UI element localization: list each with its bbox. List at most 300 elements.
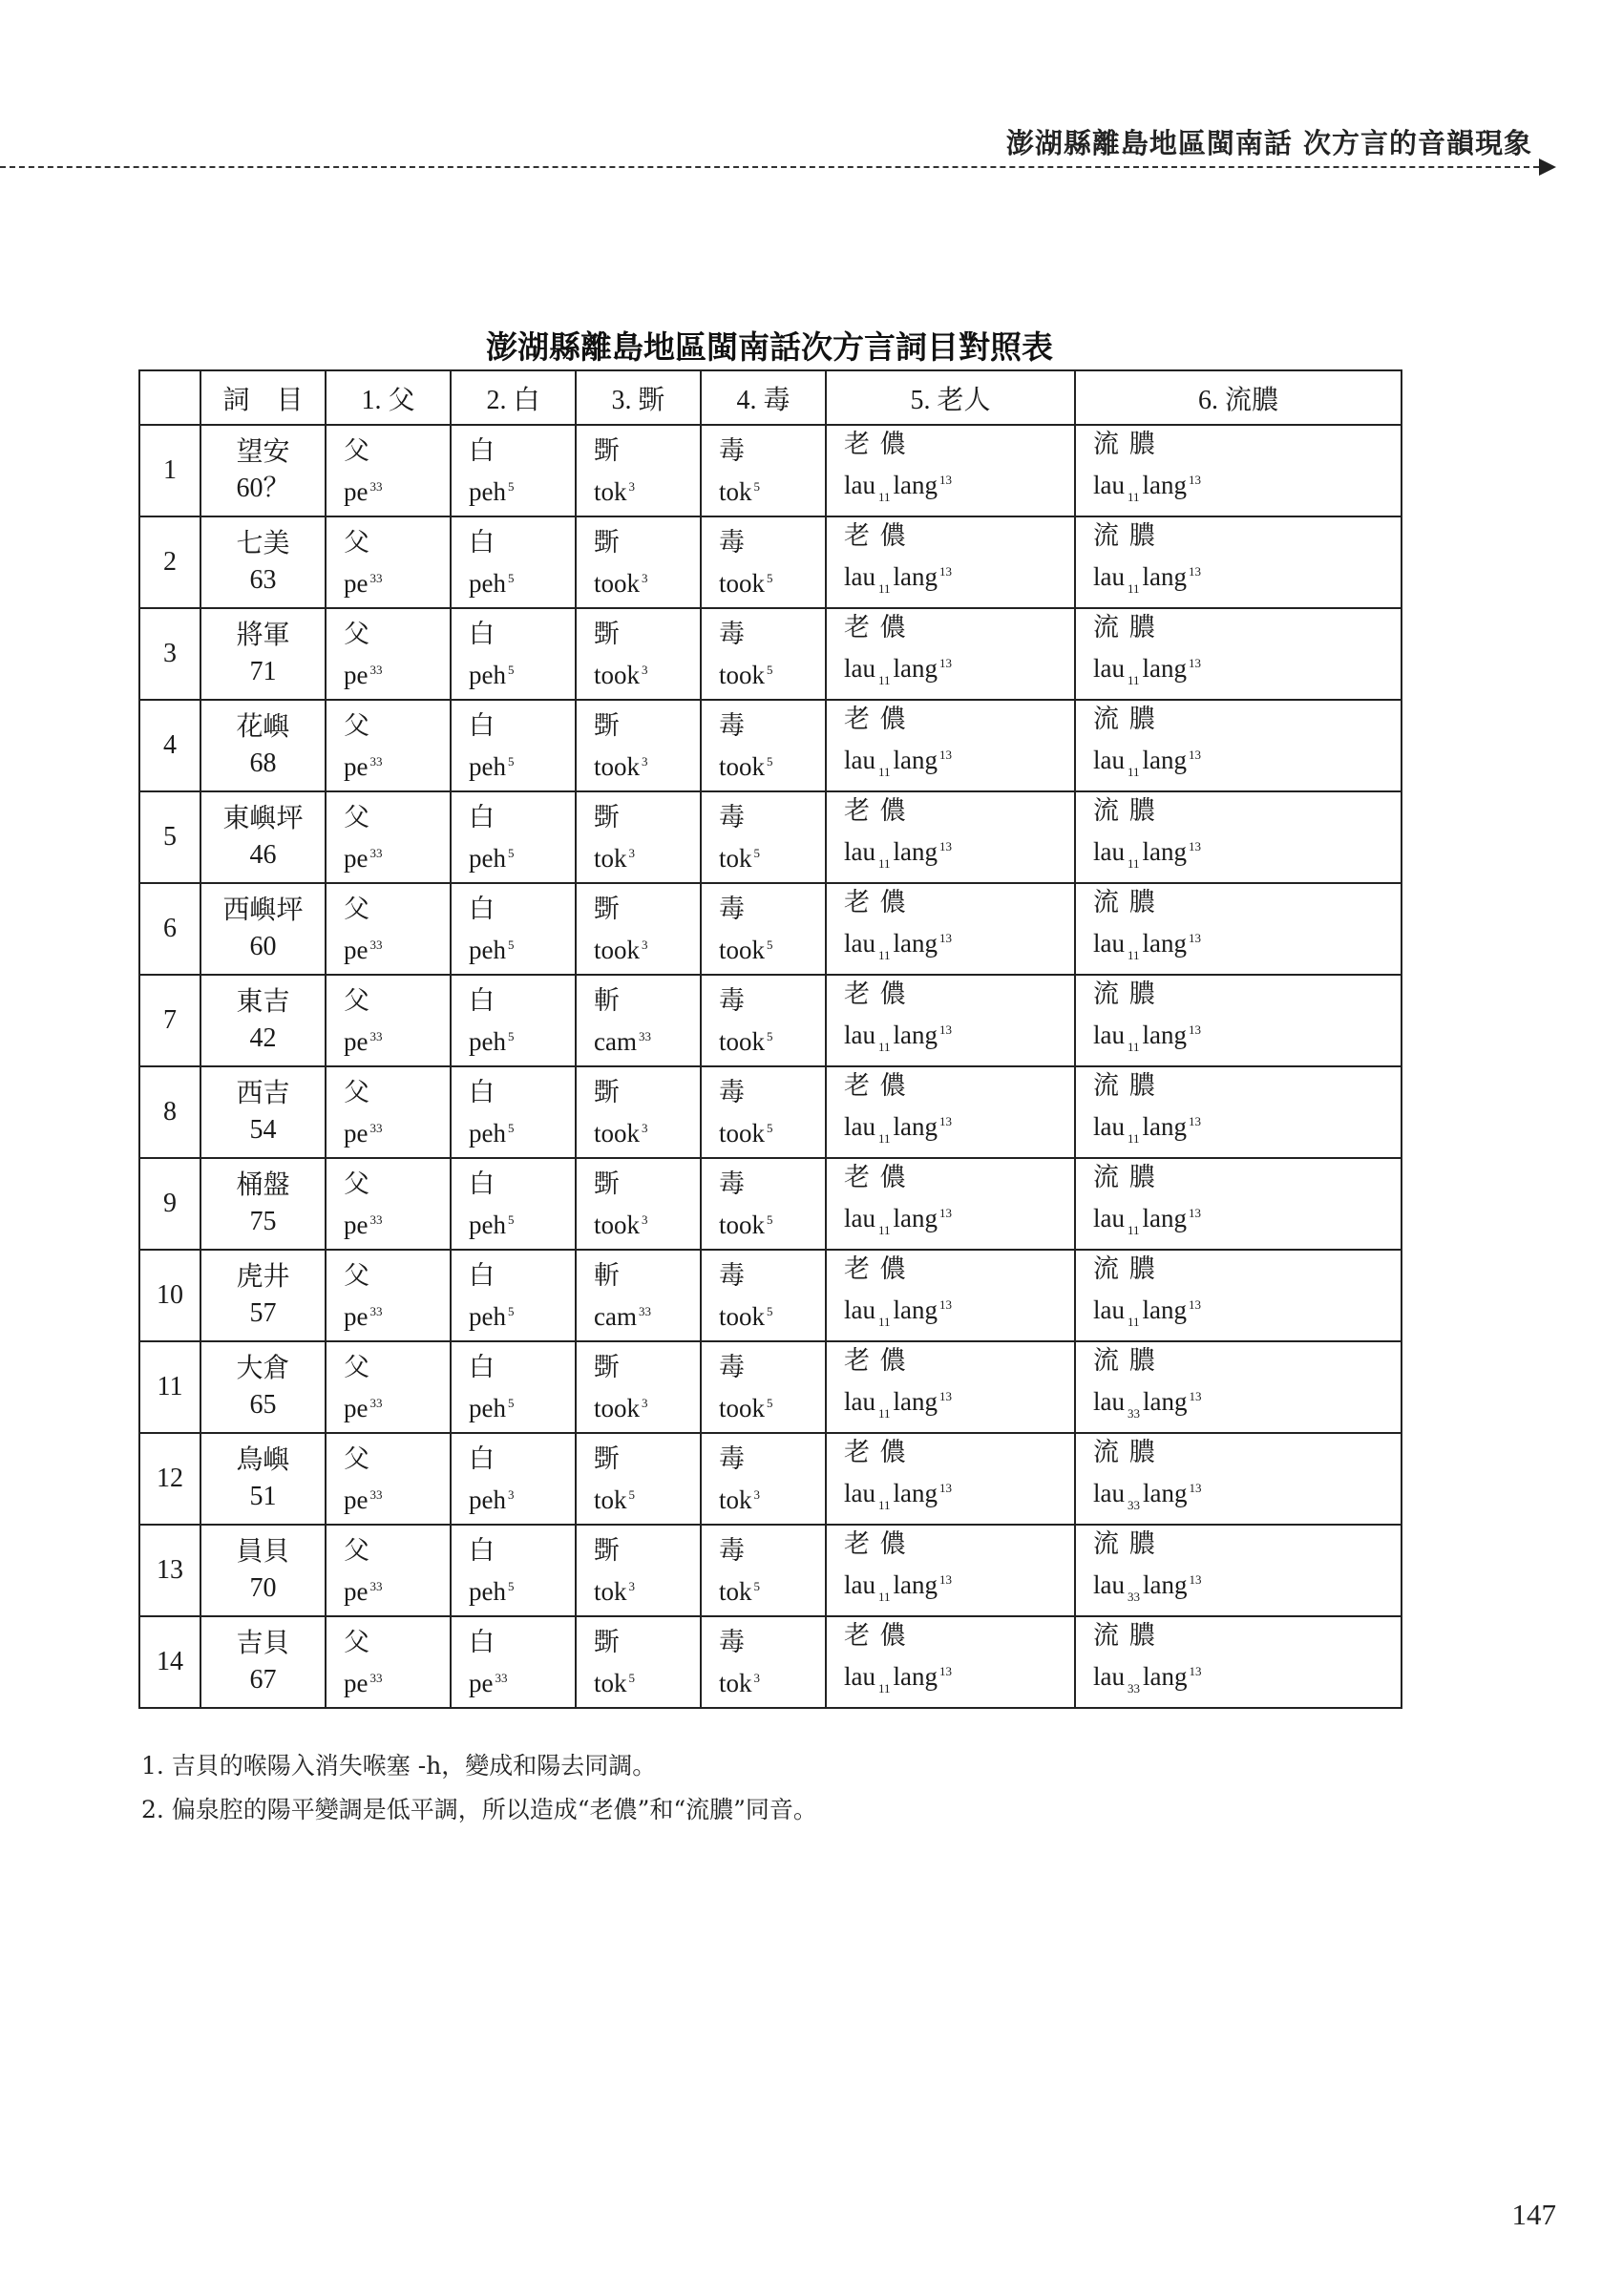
syllable: lang: [893, 929, 938, 958]
word-cell-1: [326, 1341, 451, 1433]
tone-value: 3: [753, 1670, 761, 1685]
sandhi-tone-value: 11: [878, 948, 891, 962]
tone-value: 5: [767, 937, 773, 952]
syllable: lau: [844, 1662, 875, 1691]
word-cell-1: [326, 700, 451, 791]
syllable: lau: [1093, 562, 1125, 591]
sandhi-tone-value: 11: [878, 1590, 891, 1604]
running-title: 澎湖縣離島地區閩南話 次方言的音韻現象: [1005, 127, 1532, 159]
word-hanzi: 斲: [594, 1352, 622, 1381]
syllable: lang: [1143, 1387, 1188, 1416]
table-row: [139, 1066, 1402, 1158]
word-cell-4: [701, 1066, 826, 1158]
syllable: peh: [469, 660, 506, 689]
romanization: [344, 560, 450, 601]
tone-value: 3: [642, 1395, 648, 1410]
word-hanzi: 老 儂: [844, 1529, 908, 1558]
romanization: [1093, 1379, 1401, 1432]
place-name: 花嶼: [236, 712, 290, 742]
tone-value: 5: [507, 1211, 515, 1227]
word-cell-3: [576, 1250, 701, 1341]
table-row: [139, 1250, 1402, 1341]
tone-value: 13: [939, 1481, 953, 1495]
romanization: [844, 1104, 1074, 1157]
tone-value: 13: [1189, 473, 1202, 487]
romanization: [469, 1385, 575, 1426]
syllable: lang: [893, 1112, 938, 1141]
syllable: peh: [469, 1576, 506, 1606]
romanization: [719, 652, 825, 693]
tone-value: 13: [939, 1022, 953, 1037]
word-cell-4: [701, 608, 826, 700]
tone-value: 13: [1189, 564, 1202, 579]
word-hanzi: 毒: [719, 1260, 747, 1290]
table-header-row: [139, 370, 1402, 425]
tone-value: 13: [1189, 1022, 1202, 1037]
syllable: lang: [893, 746, 938, 774]
romanization: [469, 835, 575, 876]
word-hanzi: 毒: [719, 1535, 747, 1565]
word-hanzi: 白: [469, 1627, 496, 1656]
word-cell-1: [326, 516, 451, 608]
syllable: lang: [893, 562, 938, 591]
word-cell-2: [451, 1525, 576, 1616]
informant-age: 60？: [236, 474, 290, 503]
syllable: lang: [1142, 1204, 1188, 1232]
word-hanzi: 父: [344, 1535, 371, 1565]
word-hanzi: 流 膿: [1093, 521, 1157, 550]
row-number: 10: [139, 1250, 200, 1341]
informant-age: 60: [249, 932, 277, 961]
romanization: [344, 1477, 450, 1518]
informant-age: 65: [249, 1390, 277, 1420]
syllable: pe: [344, 1668, 369, 1697]
word-cell-6: [1075, 1066, 1402, 1158]
word-hanzi: 老 儂: [844, 705, 908, 733]
word-hanzi: 老 儂: [844, 1621, 908, 1650]
syllable: lang: [893, 654, 938, 683]
word-hanzi: 毒: [719, 985, 747, 1015]
syllable: peh: [469, 1210, 506, 1239]
tone-value: 5: [767, 1395, 773, 1410]
word-cell-2: [451, 516, 576, 608]
syllable: tok: [594, 1485, 627, 1514]
word-cell-4: [701, 1525, 826, 1616]
word-hanzi: 流 膿: [1093, 1529, 1157, 1558]
word-hanzi: 老 儂: [844, 979, 908, 1008]
tone-value: 3: [628, 1578, 636, 1593]
syllable: lau: [844, 746, 875, 774]
syllable: took: [719, 1393, 766, 1422]
tone-value: 5: [507, 1395, 515, 1410]
informant-cell: [200, 1433, 326, 1525]
word-cell-6: [1075, 1250, 1402, 1341]
tone-value: 5: [507, 570, 515, 585]
syllable: cam: [594, 1301, 637, 1331]
header-cell-word-6: 6. 流膿: [1075, 370, 1402, 425]
tone-value: 3: [642, 753, 648, 769]
table-row: [139, 975, 1402, 1066]
word-hanzi: 老 儂: [844, 1163, 908, 1191]
syllable: peh: [469, 1118, 506, 1148]
word-cell-4: [701, 1616, 826, 1708]
romanization: [344, 1110, 450, 1151]
word-hanzi: 白: [469, 1169, 496, 1198]
romanization: [844, 920, 1074, 974]
romanization: [594, 927, 700, 968]
romanization: [719, 835, 825, 876]
header-cell-num: [139, 370, 200, 425]
syllable: lang: [893, 1479, 938, 1507]
tone-value: 3: [642, 1120, 648, 1135]
syllable: lang: [1142, 1112, 1188, 1141]
informant-cell: [200, 1525, 326, 1616]
word-cell-4: [701, 1341, 826, 1433]
romanization: [344, 1385, 450, 1426]
sandhi-tone-value: 11: [878, 490, 891, 504]
romanization: [719, 744, 825, 785]
syllable: pe: [344, 660, 369, 689]
word-cell-5: [826, 1525, 1075, 1616]
word-hanzi: 老 儂: [844, 888, 908, 916]
syllable: pe: [344, 1118, 369, 1148]
informant-cell: [200, 608, 326, 700]
header-cell-word-2: 2. 白: [451, 370, 576, 425]
syllable: lang: [893, 837, 938, 866]
word-hanzi: 斬: [594, 985, 622, 1015]
row-number: 12: [139, 1433, 200, 1525]
tone-value: 33: [369, 1578, 383, 1593]
word-cell-3: [576, 1433, 701, 1525]
romanization: [594, 744, 700, 785]
word-hanzi: 斲: [594, 619, 622, 648]
romanization: [719, 1019, 825, 1060]
tone-value: 13: [939, 564, 953, 579]
word-hanzi: 斲: [594, 710, 622, 740]
syllable: took: [594, 660, 641, 689]
romanization: [469, 744, 575, 785]
word-hanzi: 流 膿: [1093, 613, 1157, 642]
tone-value: 13: [1189, 1297, 1202, 1312]
tone-value: 33: [369, 478, 383, 494]
page-number: 147: [1511, 2198, 1556, 2231]
romanization: [594, 560, 700, 601]
romanization: [1093, 554, 1401, 607]
tone-value: 13: [939, 839, 953, 853]
tone-value: 5: [628, 1486, 636, 1502]
word-hanzi: 父: [344, 1077, 371, 1106]
word-hanzi: 流 膿: [1093, 1071, 1157, 1100]
romanization: [469, 1202, 575, 1243]
word-hanzi: 毒: [719, 1169, 747, 1198]
sandhi-tone-value: 11: [1128, 948, 1140, 962]
syllable: lau: [1093, 1662, 1125, 1691]
place-name: 吉貝: [236, 1629, 290, 1658]
word-hanzi: 流 膿: [1093, 1254, 1157, 1283]
table-row: [139, 700, 1402, 791]
syllable: pe: [344, 843, 369, 873]
tone-value: 13: [939, 931, 953, 945]
syllable: lau: [844, 1295, 875, 1324]
syllable: took: [719, 1301, 766, 1331]
romanization: [1093, 1195, 1401, 1249]
word-cell-6: [1075, 975, 1402, 1066]
romanization: [844, 1195, 1074, 1249]
syllable: pe: [344, 751, 369, 781]
tone-value: 5: [767, 570, 773, 585]
footnote-2: 2. 偏泉腔的陽平變調是低平調，所以造成“老儂”和“流膿”同音。: [141, 1796, 817, 1823]
word-cell-1: [326, 1250, 451, 1341]
tone-value: 13: [939, 656, 953, 670]
tone-value: 3: [642, 570, 648, 585]
romanization: [1093, 737, 1401, 790]
informant-age: 71: [249, 657, 277, 686]
tone-value: 13: [939, 748, 953, 762]
informant-cell: [200, 425, 326, 516]
word-hanzi: 流 膿: [1093, 1346, 1157, 1375]
syllable: tok: [719, 1668, 752, 1697]
tone-value: 5: [753, 1578, 761, 1593]
syllable: tok: [719, 843, 752, 873]
syllable: took: [719, 1026, 766, 1056]
row-number: 4: [139, 700, 200, 791]
word-hanzi: 老 儂: [844, 613, 908, 642]
word-cell-4: [701, 516, 826, 608]
syllable: peh: [469, 568, 506, 598]
informant-cell: [200, 883, 326, 975]
word-hanzi: 斲: [594, 435, 622, 465]
word-hanzi: 老 儂: [844, 1438, 908, 1466]
word-hanzi: 老 儂: [844, 1254, 908, 1283]
word-hanzi: 白: [469, 802, 496, 832]
place-name: 望安: [236, 437, 290, 467]
syllable: took: [719, 1210, 766, 1239]
romanization: [1093, 1012, 1401, 1065]
romanization: [594, 1477, 700, 1518]
informant-cell: [200, 1250, 326, 1341]
word-hanzi: 父: [344, 619, 371, 648]
romanization: [844, 645, 1074, 699]
word-hanzi: 斲: [594, 1169, 622, 1198]
word-hanzi: 父: [344, 1169, 371, 1198]
syllable: lau: [1093, 746, 1125, 774]
word-hanzi: 白: [469, 894, 496, 923]
informant-cell: [200, 1616, 326, 1708]
syllable: lang: [1142, 562, 1188, 591]
syllable: took: [594, 935, 641, 964]
syllable: lau: [844, 1112, 875, 1141]
place-name: 西吉: [236, 1079, 290, 1108]
table-row: [139, 883, 1402, 975]
row-number: 1: [139, 425, 200, 516]
sandhi-tone-value: 33: [1128, 1406, 1140, 1421]
syllable: pe: [344, 1576, 369, 1606]
romanization: [844, 554, 1074, 607]
word-cell-6: [1075, 516, 1402, 608]
tone-value: 5: [507, 478, 515, 494]
word-cell-6: [1075, 1525, 1402, 1616]
tone-value: 33: [495, 1670, 508, 1685]
syllable: lang: [1143, 1479, 1188, 1507]
syllable: pe: [344, 1393, 369, 1422]
header-cell-word-1: 1. 父: [326, 370, 451, 425]
word-hanzi: 斲: [594, 527, 622, 557]
syllable: lau: [1093, 1112, 1125, 1141]
romanization: [719, 560, 825, 601]
romanization: [344, 652, 450, 693]
romanization: [719, 469, 825, 510]
word-cell-4: [701, 700, 826, 791]
tone-value: 33: [369, 1120, 383, 1135]
tone-value: 5: [507, 1028, 515, 1043]
tone-value: 3: [507, 1486, 515, 1502]
informant-cell: [200, 1341, 326, 1433]
row-number: 8: [139, 1066, 200, 1158]
place-name: 桶盤: [236, 1170, 290, 1200]
word-hanzi: 毒: [719, 1443, 747, 1473]
word-cell-5: [826, 1616, 1075, 1708]
word-cell-6: [1075, 1433, 1402, 1525]
romanization: [344, 835, 450, 876]
romanization: [594, 1019, 700, 1060]
tone-value: 13: [1189, 1664, 1202, 1678]
tone-value: 13: [939, 1664, 953, 1678]
word-hanzi: 流 膿: [1093, 796, 1157, 825]
word-cell-1: [326, 1525, 451, 1616]
word-cell-1: [326, 608, 451, 700]
tone-value: 33: [369, 753, 383, 769]
word-hanzi: 老 儂: [844, 521, 908, 550]
word-cell-3: [576, 516, 701, 608]
word-hanzi: 流 膿: [1093, 430, 1157, 458]
word-cell-5: [826, 700, 1075, 791]
informant-cell: [200, 1158, 326, 1250]
table-row: [139, 1525, 1402, 1616]
romanization: [844, 462, 1074, 516]
word-hanzi: 毒: [719, 894, 747, 923]
place-name: 東吉: [236, 987, 290, 1017]
tone-value: 13: [1189, 931, 1202, 945]
arrow-right-icon: [1539, 158, 1556, 176]
word-hanzi: 斬: [594, 1260, 622, 1290]
tone-value: 5: [507, 662, 515, 677]
word-hanzi: 老 儂: [844, 1071, 908, 1100]
footnote-1: 1. 吉貝的喉陽入消失喉塞 -h，變成和陽去同調。: [141, 1752, 657, 1780]
syllable: peh: [469, 843, 506, 873]
informant-age: 75: [249, 1207, 277, 1236]
tone-value: 5: [753, 478, 761, 494]
word-cell-2: [451, 883, 576, 975]
word-hanzi: 父: [344, 435, 371, 465]
syllable: pe: [344, 1485, 369, 1514]
sandhi-tone-value: 11: [1128, 1315, 1140, 1329]
word-hanzi: 毒: [719, 1627, 747, 1656]
sandhi-tone-value: 11: [1128, 765, 1140, 779]
place-name: 員貝: [236, 1537, 290, 1567]
place-name: 東嶼坪: [222, 804, 304, 833]
tone-value: 33: [369, 845, 383, 860]
syllable: tok: [594, 1668, 627, 1697]
syllable: lau: [1093, 1570, 1125, 1599]
word-hanzi: 斲: [594, 1535, 622, 1565]
row-number: 7: [139, 975, 200, 1066]
informant-cell: [200, 516, 326, 608]
word-cell-2: [451, 1250, 576, 1341]
sandhi-tone-value: 11: [878, 1681, 891, 1696]
syllable: lang: [893, 1295, 938, 1324]
word-hanzi: 父: [344, 1352, 371, 1381]
comparison-table: [138, 369, 1402, 1709]
word-hanzi: 父: [344, 985, 371, 1015]
word-cell-2: [451, 425, 576, 516]
tone-value: 3: [753, 1486, 761, 1502]
word-cell-4: [701, 1433, 826, 1525]
romanization: [1093, 462, 1401, 516]
word-hanzi: 父: [344, 1260, 371, 1290]
word-cell-3: [576, 1341, 701, 1433]
syllable: pe: [344, 935, 369, 964]
informant-age: 46: [249, 840, 277, 870]
word-cell-2: [451, 700, 576, 791]
romanization: [1093, 1654, 1401, 1707]
word-cell-6: [1075, 1158, 1402, 1250]
word-hanzi: 父: [344, 710, 371, 740]
word-cell-2: [451, 1616, 576, 1708]
word-hanzi: 毒: [719, 619, 747, 648]
romanization: [844, 737, 1074, 790]
tone-value: 5: [767, 1028, 773, 1043]
tone-value: 5: [767, 1303, 773, 1318]
word-hanzi: 毒: [719, 1077, 747, 1106]
sandhi-tone-value: 11: [878, 581, 891, 596]
word-hanzi: 白: [469, 1077, 496, 1106]
sandhi-tone-value: 11: [1128, 1040, 1140, 1054]
informant-cell: [200, 700, 326, 791]
romanization: [719, 1294, 825, 1335]
informant-age: 68: [249, 748, 277, 778]
word-hanzi: 老 儂: [844, 1346, 908, 1375]
place-name: 虎井: [236, 1262, 290, 1292]
syllable: tok: [594, 843, 627, 873]
informant-cell: [200, 1066, 326, 1158]
word-cell-2: [451, 1158, 576, 1250]
row-number: 2: [139, 516, 200, 608]
romanization: [344, 744, 450, 785]
romanization: [469, 1569, 575, 1610]
sandhi-tone-value: 11: [878, 856, 891, 871]
word-cell-1: [326, 1158, 451, 1250]
romanization: [844, 1287, 1074, 1340]
tone-value: 5: [507, 1120, 515, 1135]
romanization: [469, 560, 575, 601]
word-hanzi: 父: [344, 802, 371, 832]
tone-value: 3: [628, 478, 636, 494]
syllable: lang: [893, 1662, 938, 1691]
word-cell-2: [451, 791, 576, 883]
syllable: lau: [1093, 1295, 1125, 1324]
syllable: lang: [893, 1021, 938, 1049]
syllable: lang: [893, 1204, 938, 1232]
table-row: [139, 425, 1402, 516]
row-number: 11: [139, 1341, 200, 1433]
sandhi-tone-value: 11: [878, 1406, 891, 1421]
syllable: peh: [469, 935, 506, 964]
syllable: took: [594, 1210, 641, 1239]
word-cell-5: [826, 1433, 1075, 1525]
tone-value: 33: [369, 1486, 383, 1502]
syllable: lau: [844, 1204, 875, 1232]
tone-value: 5: [507, 845, 515, 860]
